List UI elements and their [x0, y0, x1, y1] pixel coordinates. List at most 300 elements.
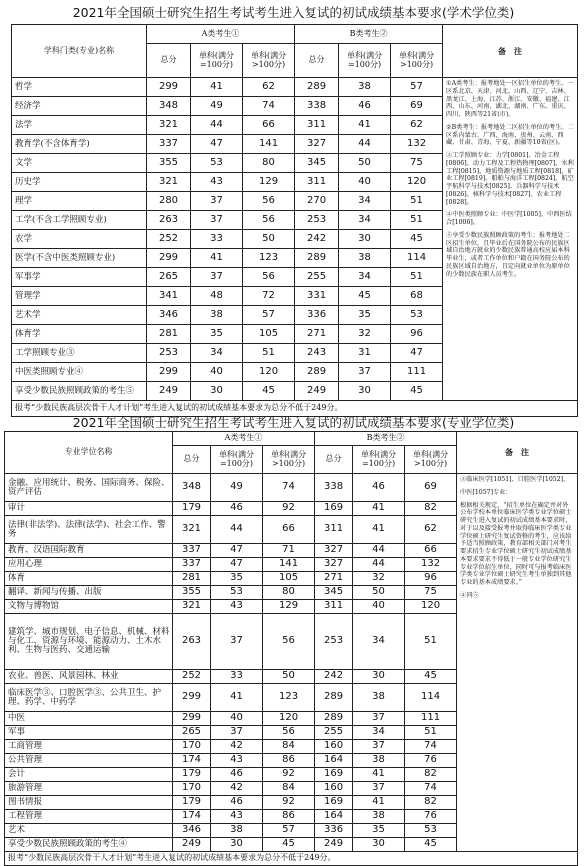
group-b-score: 50 — [353, 586, 405, 600]
group-b-score: 160 — [315, 740, 353, 754]
academic-table — [11, 24, 578, 417]
group-a-score: 280 — [147, 192, 191, 211]
remarks-notes — [443, 78, 578, 401]
group-a-score: 37 — [191, 268, 243, 287]
group-a-score: 41 — [191, 78, 243, 97]
group-b-score: 40 — [353, 600, 405, 614]
subject-column-header: 专业学位名称 — [5, 432, 173, 474]
group-a-score: 92 — [263, 768, 315, 782]
group-b-score: 289 — [295, 78, 339, 97]
remark-note: ④同⑤ — [460, 591, 479, 599]
group-b-score: 114 — [391, 249, 443, 268]
group-b-score: 311 — [315, 600, 353, 614]
group-a-score: 35 — [191, 325, 243, 344]
group-b-score: 69 — [405, 474, 457, 502]
group-b-score: 32 — [353, 572, 405, 586]
group-b-score: 46 — [339, 97, 391, 116]
group-a-score: 249 — [173, 838, 211, 852]
group-a-score: 47 — [191, 135, 243, 154]
group-b-score: 30 — [339, 230, 391, 249]
subject-name: 经济学 — [12, 97, 147, 116]
group-b-score: 132 — [391, 135, 443, 154]
professional-table — [4, 431, 578, 866]
group-a-score: 348 — [147, 97, 191, 116]
group-a-score: 346 — [147, 306, 191, 325]
group-b-score: 336 — [315, 824, 353, 838]
group-a-score: 51 — [243, 344, 295, 363]
group-a-score: 34 — [191, 344, 243, 363]
group-a-score: 265 — [147, 268, 191, 287]
group-a-score: 41 — [191, 249, 243, 268]
subject-name: 体育 — [5, 572, 173, 586]
group-b-score: 35 — [339, 306, 391, 325]
group-b-score: 120 — [405, 600, 457, 614]
subject-name: 农业、兽医、风景园林、林业 — [5, 670, 173, 684]
group-b-score: 243 — [295, 344, 339, 363]
group-b-score: 74 — [405, 782, 457, 796]
subject-name: 军事 — [5, 726, 173, 740]
group-a-score: 321 — [173, 516, 211, 544]
group-a-score: 46 — [211, 796, 263, 810]
group-a-score: 56 — [263, 614, 315, 670]
group-b-score: 32 — [339, 325, 391, 344]
group-a-score: 105 — [263, 572, 315, 586]
group-b-score: 255 — [295, 268, 339, 287]
group-a-score: 263 — [147, 211, 191, 230]
group-b-score: 45 — [339, 287, 391, 306]
group-b-score: 46 — [353, 474, 405, 502]
group-a-score: 49 — [211, 474, 263, 502]
subject-name: 军事学 — [12, 268, 147, 287]
group-b-score: 75 — [391, 154, 443, 173]
subject-name: 农学 — [12, 230, 147, 249]
remarks-header: 备 注 — [443, 25, 578, 78]
group-a-score: 92 — [263, 502, 315, 516]
group-b-score: 164 — [315, 754, 353, 768]
group-a-score: 170 — [173, 782, 211, 796]
group-a-score: 71 — [263, 544, 315, 558]
remark-note: ④中医类照顾专业：中医学[1005]、中西医结合[1006]。 — [446, 211, 572, 226]
group-a-score: 46 — [211, 502, 263, 516]
group-a-score: 43 — [211, 754, 263, 768]
subject-name: 历史学 — [12, 173, 147, 192]
group-b-score: 30 — [353, 838, 405, 852]
group-a-score: 252 — [147, 230, 191, 249]
group-b-score: 74 — [405, 740, 457, 754]
group-a-score: 38 — [211, 824, 263, 838]
group-a-score: 86 — [263, 754, 315, 768]
group-a-header: A类考生① — [147, 25, 295, 44]
group-a-score: 337 — [173, 558, 211, 572]
subject-name: 管理学 — [12, 287, 147, 306]
group-a-score: 84 — [263, 740, 315, 754]
group-b-total-header: 总分 — [295, 44, 339, 78]
group-b-score: 96 — [405, 572, 457, 586]
group-b-score: 120 — [391, 173, 443, 192]
group-a-score: 42 — [211, 740, 263, 754]
group-b-score: 338 — [295, 97, 339, 116]
group-b-score: 35 — [353, 824, 405, 838]
group-b-score: 50 — [339, 154, 391, 173]
group-b-score: 169 — [315, 768, 353, 782]
group-b-total-header: 总分 — [315, 446, 353, 474]
group-b-score: 41 — [353, 796, 405, 810]
group-a-score: 265 — [173, 726, 211, 740]
group-b-score: 41 — [353, 516, 405, 544]
group-a-score: 321 — [173, 600, 211, 614]
subject-name: 中医 — [5, 712, 173, 726]
group-a-score: 321 — [147, 173, 191, 192]
group-b-score: 75 — [405, 586, 457, 600]
subject-name: 建筑学、城市规划、电子信息、机械、材料与化工、资源与环境、能源动力、土木水利、生物与医药、交通运输 — [5, 614, 173, 670]
group-b-score: 38 — [353, 684, 405, 712]
group-a-header: A类考生① — [173, 432, 315, 446]
group-a-score: 43 — [211, 810, 263, 824]
group-a-score: 80 — [243, 154, 295, 173]
group-b-score: 311 — [295, 173, 339, 192]
subject-name: 教育学(不含体育学) — [12, 135, 147, 154]
group-b-single-over100-header: 单科(满分>100分) — [405, 446, 457, 474]
group-b-header: B类考生② — [315, 432, 457, 446]
group-b-score: 132 — [405, 558, 457, 572]
group-a-score: 56 — [243, 268, 295, 287]
group-a-score: 120 — [243, 363, 295, 382]
footer-row — [5, 852, 578, 866]
subject-name: 会计 — [5, 768, 173, 782]
group-a-score: 337 — [173, 544, 211, 558]
group-a-score: 281 — [173, 572, 211, 586]
group-b-header: B类考生② — [295, 25, 443, 44]
group-b-score: 311 — [295, 116, 339, 135]
group-b-score: 111 — [405, 712, 457, 726]
group-b-score: 255 — [315, 726, 353, 740]
table-row — [5, 474, 578, 502]
group-a-score: 123 — [243, 249, 295, 268]
group-a-score: 129 — [243, 173, 295, 192]
group-a-score: 179 — [173, 796, 211, 810]
group-b-score: 38 — [339, 78, 391, 97]
subject-name: 体育学 — [12, 325, 147, 344]
group-a-total-header: 总分 — [173, 446, 211, 474]
group-b-score: 34 — [353, 726, 405, 740]
group-b-score: 62 — [391, 116, 443, 135]
subject-name: 翻译、新闻与传播、出版 — [5, 586, 173, 600]
academic-title: 2021年全国硕士研究生招生考试考生进入复试的初试成绩基本要求(学术学位类) — [72, 5, 515, 20]
group-b-score: 249 — [315, 838, 353, 852]
subject-name: 工学照顾专业③ — [12, 344, 147, 363]
group-b-score: 253 — [315, 614, 353, 670]
group-b-score: 45 — [405, 670, 457, 684]
group-a-score: 120 — [263, 712, 315, 726]
group-a-score: 38 — [191, 306, 243, 325]
group-a-single-over100-header: 单科(满分>100分) — [263, 446, 315, 474]
group-a-score: 80 — [263, 586, 315, 600]
group-a-score: 252 — [173, 670, 211, 684]
group-a-score: 45 — [263, 838, 315, 852]
group-b-score: 38 — [353, 810, 405, 824]
group-a-score: 45 — [243, 382, 295, 401]
group-a-score: 337 — [147, 135, 191, 154]
group-a-single-over100-header: 单科(满分>100分) — [243, 44, 295, 78]
subject-name: 审计 — [5, 502, 173, 516]
group-a-score: 37 — [191, 211, 243, 230]
group-a-score: 74 — [263, 474, 315, 502]
group-b-single-over100-header: 单科(满分>100分) — [391, 44, 443, 78]
subject-name: 享受少数民族照顾政策的考生④ — [5, 838, 173, 852]
group-a-score: 44 — [211, 516, 263, 544]
subject-column-header: 学科门类(专业)名称 — [12, 25, 147, 78]
subject-name: 艺术学 — [12, 306, 147, 325]
group-a-score: 348 — [173, 474, 211, 502]
group-b-score: 242 — [315, 670, 353, 684]
group-a-score: 56 — [243, 192, 295, 211]
group-b-score: 331 — [295, 287, 339, 306]
subject-name: 工商管理 — [5, 740, 173, 754]
group-a-single100-header: 单科(满分=100分) — [191, 44, 243, 78]
group-a-score: 299 — [147, 249, 191, 268]
group-b-score: 30 — [353, 670, 405, 684]
header-row — [5, 432, 578, 446]
group-b-score: 69 — [391, 97, 443, 116]
group-a-score: 53 — [191, 154, 243, 173]
group-b-score: 62 — [405, 516, 457, 544]
group-b-score: 338 — [315, 474, 353, 502]
group-a-score: 263 — [173, 614, 211, 670]
group-b-score: 53 — [391, 306, 443, 325]
remark-note: ⑤享受少数民族照顾政策的考生：报考地处二区招生单位，且毕业后在国务院公布的民族区域自治地方就业的少数民族普通高校应届本科毕业生，或者工作单位和户籍在国务院公布的民族区域自治地方，且定向就业单位为原单位的少数民族在职人员考生。 — [446, 231, 570, 278]
group-a-score: 341 — [147, 287, 191, 306]
group-b-score: 76 — [405, 754, 457, 768]
subject-name: 工学(不含工学照顾专业) — [12, 211, 147, 230]
group-a-score: 174 — [173, 810, 211, 824]
group-b-score: 311 — [315, 516, 353, 544]
group-a-score: 355 — [147, 154, 191, 173]
group-a-score: 50 — [263, 670, 315, 684]
group-b-score: 82 — [405, 768, 457, 782]
group-a-score: 37 — [211, 614, 263, 670]
group-b-score: 289 — [315, 712, 353, 726]
group-b-score: 169 — [315, 502, 353, 516]
group-b-score: 37 — [353, 782, 405, 796]
group-b-score: 37 — [353, 712, 405, 726]
table-row — [12, 78, 578, 97]
group-b-score: 249 — [295, 382, 339, 401]
group-a-score: 57 — [243, 306, 295, 325]
group-a-score: 129 — [263, 600, 315, 614]
group-a-score: 84 — [263, 782, 315, 796]
group-b-score: 289 — [315, 684, 353, 712]
group-b-score: 242 — [295, 230, 339, 249]
group-b-score: 31 — [339, 344, 391, 363]
group-a-score: 321 — [147, 116, 191, 135]
group-b-score: 345 — [315, 586, 353, 600]
group-a-score: 62 — [243, 78, 295, 97]
group-b-score: 66 — [405, 544, 457, 558]
group-b-score: 327 — [315, 544, 353, 558]
group-b-score: 82 — [405, 502, 457, 516]
remark-note: ③临床医学[1051]、口腔医学[1052]、 — [460, 476, 570, 483]
group-b-score: 345 — [295, 154, 339, 173]
subject-name: 中医类照顾专业④ — [12, 363, 147, 382]
subject-name: 法律(非法学)、法律(法学)、社会工作、警务 — [5, 516, 173, 544]
group-a-score: 66 — [263, 516, 315, 544]
group-a-score: 37 — [211, 726, 263, 740]
group-b-score: 327 — [295, 135, 339, 154]
group-a-score: 33 — [191, 230, 243, 249]
remark-note: ②B类考生：报考地处二区招生单位的考生。二区系内蒙古、广西、海南、贵州、云南、西藏、甘肃、青海、宁夏、新疆等10省(区)。 — [446, 123, 574, 147]
subject-name: 法学 — [12, 116, 147, 135]
group-b-single100-header: 单科(满分=100分) — [339, 44, 391, 78]
group-b-score: 45 — [391, 382, 443, 401]
subject-name: 文学 — [12, 154, 147, 173]
group-b-score: 327 — [315, 558, 353, 572]
subject-name: 工程管理 — [5, 810, 173, 824]
group-a-score: 355 — [173, 586, 211, 600]
group-a-score: 66 — [243, 116, 295, 135]
remarks-header: 备 注 — [457, 432, 578, 474]
group-b-score: 289 — [295, 249, 339, 268]
subject-name: 艺术 — [5, 824, 173, 838]
group-b-score: 40 — [339, 173, 391, 192]
group-a-score: 50 — [243, 230, 295, 249]
subject-name: 应用心理 — [5, 558, 173, 572]
group-a-score: 40 — [191, 363, 243, 382]
group-b-score: 41 — [353, 768, 405, 782]
group-a-score: 346 — [173, 824, 211, 838]
group-b-score: 37 — [339, 363, 391, 382]
group-a-score: 56 — [243, 211, 295, 230]
group-a-score: 123 — [263, 684, 315, 712]
group-b-single100-header: 单科(满分=100分) — [353, 446, 405, 474]
group-b-score: 289 — [295, 363, 339, 382]
group-a-score: 72 — [243, 287, 295, 306]
group-a-score: 47 — [211, 544, 263, 558]
group-b-score: 253 — [295, 211, 339, 230]
group-a-score: 299 — [147, 363, 191, 382]
subject-name: 金融、应用统计、税务、国际商务、保险、资产评估 — [5, 474, 173, 502]
remarks-notes — [457, 474, 578, 852]
footer-note: 报考“少数民族高层次骨干人才计划”考生进入复试的初试成绩基本要求为总分不低于249分。 — [5, 852, 578, 866]
remark-note: ③工学照顾专业：力学[0801]、冶金工程[0806]、动力工程及工程热物理[0807]、水利工程[0815]、地质资源与地质工程[0818]、矿业工程[0819]、船舶与海洋工程[0824]、航空宇航科学与技术[0825]、兵器科学与技术[0826]、核科学与技术[0827]、农业工程[0828]。 — [446, 152, 574, 206]
subject-name: 教育、汉语国际教育 — [5, 544, 173, 558]
subject-name: 图书情报 — [5, 796, 173, 810]
group-b-score: 30 — [339, 382, 391, 401]
group-a-score: 43 — [191, 173, 243, 192]
group-b-score: 51 — [391, 268, 443, 287]
group-b-score: 76 — [405, 810, 457, 824]
group-b-score: 169 — [315, 796, 353, 810]
group-a-score: 170 — [173, 740, 211, 754]
group-b-score: 38 — [353, 754, 405, 768]
group-a-score: 35 — [211, 572, 263, 586]
group-b-score: 57 — [391, 78, 443, 97]
group-a-score: 56 — [263, 726, 315, 740]
group-b-score: 96 — [391, 325, 443, 344]
group-a-score: 57 — [263, 824, 315, 838]
group-a-score: 53 — [211, 586, 263, 600]
group-a-score: 86 — [263, 810, 315, 824]
group-a-score: 47 — [211, 558, 263, 572]
group-b-score: 38 — [339, 249, 391, 268]
group-b-score: 68 — [391, 287, 443, 306]
subject-name: 享受少数民族照顾政策的考生⑤ — [12, 382, 147, 401]
remark-note: ①A类考生：报考地处一区招生单位的考生。一区系北京、天津、河北、山西、辽宁、吉林、黑龙江、上海、江苏、浙江、安徽、福建、江西、山东、河南、湖北、湖南、广东、重庆、四川、陕西等21省(市)。 — [446, 80, 574, 118]
group-b-score: 34 — [339, 211, 391, 230]
group-b-score: 160 — [315, 782, 353, 796]
group-a-score: 105 — [243, 325, 295, 344]
group-a-score: 74 — [243, 97, 295, 116]
group-b-score: 270 — [295, 192, 339, 211]
group-a-score: 141 — [243, 135, 295, 154]
group-b-score: 44 — [353, 558, 405, 572]
group-a-score: 92 — [263, 796, 315, 810]
group-a-score: 299 — [147, 78, 191, 97]
group-a-score: 43 — [211, 600, 263, 614]
group-a-score: 174 — [173, 754, 211, 768]
group-b-score: 164 — [315, 810, 353, 824]
subject-name: 理学 — [12, 192, 147, 211]
group-b-score: 82 — [405, 796, 457, 810]
group-a-score: 37 — [191, 192, 243, 211]
group-b-score: 44 — [339, 135, 391, 154]
group-a-score: 281 — [147, 325, 191, 344]
subject-name: 文物与博物馆 — [5, 600, 173, 614]
group-a-score: 33 — [211, 670, 263, 684]
group-b-score: 51 — [405, 614, 457, 670]
group-a-score: 249 — [147, 382, 191, 401]
group-b-score: 34 — [339, 192, 391, 211]
group-b-score: 45 — [405, 838, 457, 852]
header-row — [12, 25, 578, 44]
subject-name: 临床医学③、口腔医学③、公共卫生、护理、药学、中药学 — [5, 684, 173, 712]
group-a-score: 179 — [173, 502, 211, 516]
group-a-score: 30 — [211, 838, 263, 852]
group-b-score: 34 — [339, 268, 391, 287]
group-a-score: 41 — [211, 684, 263, 712]
remark-note: 根据相关规定，“招生单位在确定并对外公布学校本单位临床医学类专业学位硕士研究生进入复试的初试成绩基本要求时，对于以及接受报考并取得临床医学类专业学位硕士研究生复试资格的考生，应该给予适当照顾政策，教育部相关部门对考生要求招生专业学位硕士研究生初试成绩基本要求要求不得低于一般专业学位研究生专业学位招生单位，同时可与报考临床医学类专业学位硕士研究生考生单独到其他专业的基本成绩要求。” — [460, 501, 572, 586]
group-a-score: 44 — [191, 116, 243, 135]
group-b-score: 45 — [391, 230, 443, 249]
group-b-score: 44 — [353, 544, 405, 558]
group-a-score: 49 — [191, 97, 243, 116]
group-a-score: 253 — [147, 344, 191, 363]
group-a-score: 42 — [211, 782, 263, 796]
group-b-score: 41 — [339, 116, 391, 135]
group-b-score: 51 — [405, 726, 457, 740]
group-a-score: 299 — [173, 712, 211, 726]
subject-name: 公共管理 — [5, 754, 173, 768]
group-b-score: 51 — [391, 211, 443, 230]
subject-name: 医学(不含中医类照顾专业) — [12, 249, 147, 268]
subject-name: 旅游管理 — [5, 782, 173, 796]
group-b-score: 41 — [353, 502, 405, 516]
group-b-score: 336 — [295, 306, 339, 325]
group-a-single100-header: 单科(满分=100分) — [211, 446, 263, 474]
remark-note: 中医[1057]专业： — [460, 488, 512, 496]
group-a-score: 48 — [191, 287, 243, 306]
group-b-score: 47 — [391, 344, 443, 363]
group-b-score: 37 — [353, 740, 405, 754]
group-b-score: 51 — [391, 192, 443, 211]
subject-name: 哲学 — [12, 78, 147, 97]
group-a-score: 141 — [263, 558, 315, 572]
group-b-score: 34 — [353, 614, 405, 670]
group-b-score: 271 — [295, 325, 339, 344]
group-a-score: 46 — [211, 768, 263, 782]
group-a-score: 30 — [191, 382, 243, 401]
group-b-score: 111 — [391, 363, 443, 382]
group-a-score: 299 — [173, 684, 211, 712]
